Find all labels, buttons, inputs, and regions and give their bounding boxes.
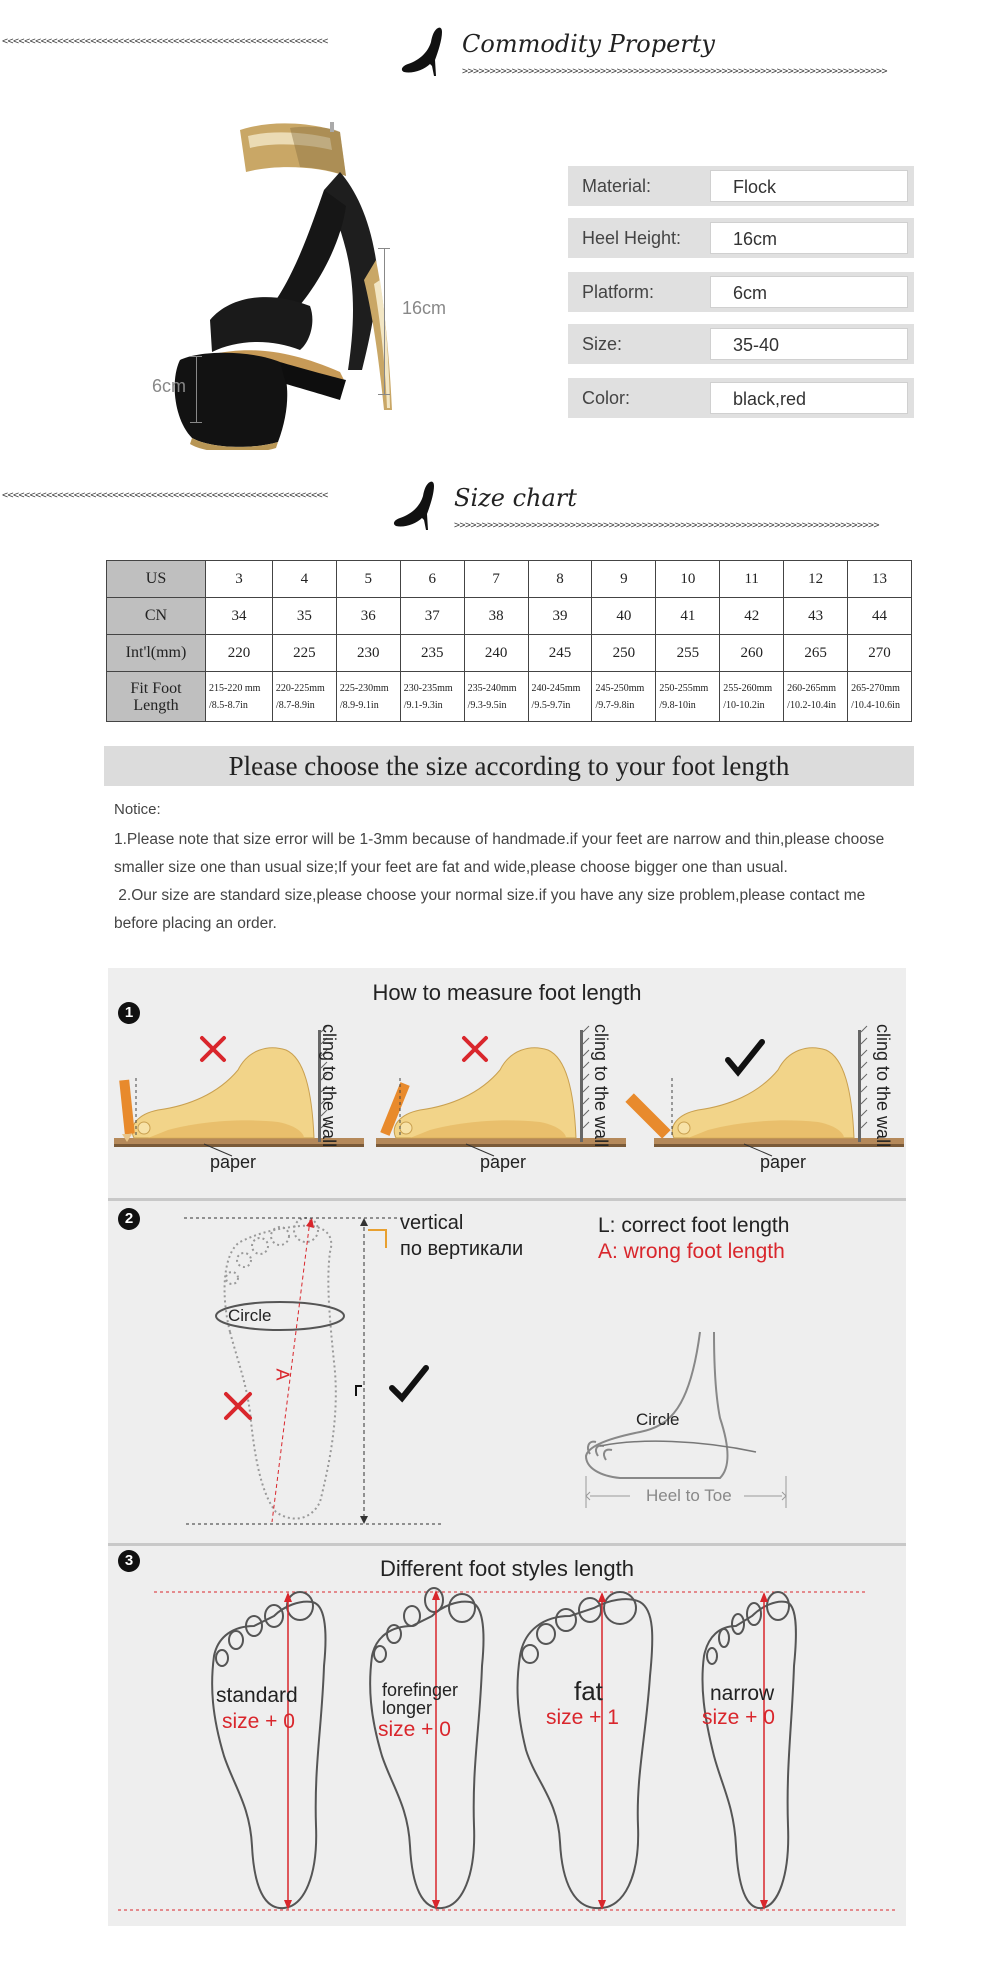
cn-size-cell: 38	[464, 598, 528, 635]
row-header-intl: Int'l(mm)	[107, 635, 206, 672]
us-size-cell: 12	[784, 561, 848, 598]
fit-length-cell	[272, 672, 336, 722]
measure-title: How to measure foot length	[372, 980, 642, 1005]
fit-in: /9.3-9.5in	[467, 699, 507, 711]
property-row-platform	[568, 272, 914, 312]
intl-size-cell: 250	[592, 635, 656, 672]
fit-in: /8.7-8.9in	[275, 699, 315, 711]
circle-label: Circle	[228, 1306, 272, 1325]
foot-styles-diagram	[108, 1586, 906, 1926]
fit-mm: 225-230mm	[339, 682, 389, 694]
chevron-divider-left: <<<<<<<<<<<<<<<<<<<<<<<<<<<<<<<<<<<<<<<<<<<<<<<<<<<<<<<<<<<	[2, 36, 328, 47]
notice-line: 1.Please note that size error will be 1-3mm because of handmade.if your feet are narrow and thin,please choose	[114, 831, 885, 848]
section-title-size-chart: Size chart	[454, 484, 577, 512]
fit-mm: 235-240mm	[467, 682, 517, 694]
property-value: 16cm	[710, 222, 908, 254]
row-header-line: Fit Foot	[130, 679, 182, 697]
foot-side-view-diagram	[580, 1328, 800, 1508]
cn-size-cell: 35	[272, 598, 336, 635]
step-badge-2: 2	[118, 1208, 140, 1230]
fit-length-cell	[206, 672, 273, 722]
intl-size-cell: 255	[656, 635, 720, 672]
fit-length-cell	[720, 672, 784, 722]
wall-label: cling to the wall	[591, 1024, 611, 1148]
cn-size-cell: 41	[656, 598, 720, 635]
us-size-cell: 3	[206, 561, 273, 598]
property-value: Flock	[710, 170, 908, 202]
wall-label: cling to the wall	[319, 1024, 339, 1148]
table-row-us	[107, 561, 912, 598]
foot-style-size: size + 0	[222, 1710, 295, 1733]
fit-length-cell	[848, 672, 912, 722]
notice-line: 2.Our size are standard size,please choose your normal size.if you have any size problem,please contact me	[114, 887, 866, 904]
paper-label: paper	[480, 1152, 527, 1172]
cn-size-cell: 37	[400, 598, 464, 635]
legend-wrong-length: A: wrong foot length	[598, 1240, 785, 1263]
cn-size-cell: 36	[336, 598, 400, 635]
chevron-divider-left: <<<<<<<<<<<<<<<<<<<<<<<<<<<<<<<<<<<<<<<<<<<<<<<<<<<<<<<<<<<	[2, 490, 328, 501]
fit-length-cell	[784, 672, 848, 722]
intl-size-cell: 230	[336, 635, 400, 672]
shoe-product-image	[140, 110, 460, 450]
us-size-cell: 10	[656, 561, 720, 598]
fit-length-cell	[464, 672, 528, 722]
fit-mm: 215-220 mm	[209, 682, 261, 694]
fit-in: /8.9-9.1in	[339, 699, 379, 711]
fit-mm: 230-235mm	[403, 682, 453, 694]
high-heel-icon	[398, 26, 446, 78]
intl-size-cell: 245	[528, 635, 592, 672]
cn-size-cell: 42	[720, 598, 784, 635]
foot-styles-title: Different foot styles length	[380, 1556, 634, 1581]
property-row-heel-height	[568, 218, 914, 258]
intl-size-cell: 240	[464, 635, 528, 672]
table-row-cn	[107, 598, 912, 635]
property-label: Size:	[582, 334, 623, 354]
intl-size-cell: 270	[848, 635, 912, 672]
us-size-cell: 13	[848, 561, 912, 598]
cn-size-cell: 40	[592, 598, 656, 635]
heel-dim-tick-bottom	[378, 394, 390, 395]
foot-style-name: narrow	[710, 1682, 775, 1705]
foot-forefinger-longer	[370, 1588, 483, 1910]
fit-in: /9.8-10in	[659, 699, 696, 711]
high-heel-icon	[390, 480, 438, 532]
foot-narrow	[702, 1592, 795, 1910]
chevron-divider-right: >>>>>>>>>>>>>>>>>>>>>>>>>>>>>>>>>>>>>>>>>>>>>>>>>>>>>>>>>>>>>>>>>>>>>>>>>>>>>	[462, 66, 888, 77]
property-label: Heel Height:	[582, 228, 682, 248]
fit-mm: 260-265mm	[787, 682, 837, 694]
cn-size-cell: 34	[206, 598, 273, 635]
side-circle-label: Circle	[636, 1410, 680, 1429]
paper-label: paper	[210, 1152, 257, 1172]
fit-mm: 265-270mm	[851, 682, 900, 694]
property-label: Color:	[582, 388, 631, 408]
foot-style-size: size + 0	[378, 1718, 451, 1741]
us-size-cell: 6	[400, 561, 464, 598]
us-size-cell: 4	[272, 561, 336, 598]
notice-line: before placing an order.	[114, 915, 277, 932]
fit-length-cell	[528, 672, 592, 722]
vertical-label-en: vertical	[400, 1212, 464, 1234]
intl-size-cell: 235	[400, 635, 464, 672]
foot-style-name: forefinger	[382, 1680, 459, 1700]
platform-height-label: 6cm	[152, 376, 187, 396]
table-row-fit-foot-length	[107, 672, 912, 722]
platform-dim-tick-top	[190, 356, 202, 357]
fit-mm: 255-260mm	[723, 682, 773, 694]
size-advice-banner: Please choose the size according to your foot length	[104, 746, 914, 786]
table-row-intl	[107, 635, 912, 672]
fit-in: /10-10.2in	[723, 699, 765, 711]
wrong-length-letter-a: A	[272, 1368, 293, 1381]
legend-correct-length: L: correct foot length	[598, 1214, 790, 1237]
fit-length-cell	[336, 672, 400, 722]
property-row-color	[568, 378, 914, 418]
heel-to-toe-label: Heel to Toe	[646, 1486, 732, 1505]
cn-size-cell: 39	[528, 598, 592, 635]
cn-size-cell: 43	[784, 598, 848, 635]
fit-mm: 240-245mm	[531, 682, 581, 694]
fit-length-cell	[656, 672, 720, 722]
fit-mm: 245-250mm	[595, 682, 645, 694]
fit-in: /8.5-8.7in	[209, 699, 248, 711]
us-size-cell: 7	[464, 561, 528, 598]
measure-scene-wrong-2	[376, 1026, 626, 1156]
heel-dim-tick-top	[378, 248, 390, 249]
step-badge-3: 3	[118, 1550, 140, 1572]
notice-heading: Notice:	[114, 801, 161, 818]
heel-height-dimension-line	[384, 248, 385, 394]
property-row-size	[568, 324, 914, 364]
property-value: 35-40	[710, 328, 908, 360]
fit-mm: 250-255mm	[659, 682, 709, 694]
row-header-us: US	[107, 561, 206, 598]
wall-label: cling to the wall	[873, 1024, 893, 1148]
fit-in: /10.2-10.4in	[787, 699, 837, 711]
fit-in: /9.7-9.8in	[595, 699, 635, 711]
intl-size-cell: 265	[784, 635, 848, 672]
intl-size-cell: 220	[206, 635, 273, 672]
row-header-fit-foot-length	[107, 672, 206, 722]
us-size-cell: 9	[592, 561, 656, 598]
foot-style-name: fat	[574, 1676, 603, 1706]
foot-style-size: size + 1	[546, 1706, 619, 1729]
fit-length-cell	[592, 672, 656, 722]
chevron-divider-right: >>>>>>>>>>>>>>>>>>>>>>>>>>>>>>>>>>>>>>>>>>>>>>>>>>>>>>>>>>>>>>>>>>>>>>>>>>>>>	[454, 520, 880, 531]
heel-height-label: 16cm	[402, 298, 447, 318]
foot-standard	[212, 1592, 325, 1910]
fit-mm: 220-225mm	[275, 682, 325, 694]
foot-style-name: standard	[216, 1684, 298, 1707]
section-title-commodity-property: Commodity Property	[462, 30, 715, 58]
intl-size-cell: 260	[720, 635, 784, 672]
notice-line: smaller size one than usual size;If your feet are fat and wide,please choose bigger one than usual.	[114, 859, 788, 876]
platform-height-dimension-line	[196, 356, 197, 422]
foot-style-size: size + 0	[702, 1706, 775, 1729]
property-value: 6cm	[710, 276, 908, 308]
fit-in: /10.4-10.6in	[851, 699, 900, 711]
intl-size-cell: 225	[272, 635, 336, 672]
property-row-material	[568, 166, 914, 206]
fit-in: /9.1-9.3in	[403, 699, 443, 711]
row-header-cn: CN	[107, 598, 206, 635]
property-value: black,red	[710, 382, 908, 414]
us-size-cell: 8	[528, 561, 592, 598]
vertical-label-ru: по вертикали	[400, 1238, 524, 1260]
platform-dim-tick-bottom	[190, 422, 202, 423]
foot-style-name-line2: longer	[382, 1698, 433, 1718]
foot-fat	[518, 1592, 653, 1910]
row-header-line: Length	[133, 696, 179, 714]
us-size-cell: 11	[720, 561, 784, 598]
fit-length-cell	[400, 672, 464, 722]
paper-label: paper	[760, 1152, 807, 1172]
step-badge-1: 1	[118, 1002, 140, 1024]
measure-scene-correct	[625, 1026, 904, 1156]
us-size-cell: 5	[336, 561, 400, 598]
size-chart-table	[106, 560, 912, 722]
property-label: Material:	[582, 176, 652, 196]
property-label: Platform:	[582, 282, 655, 302]
cn-size-cell: 44	[848, 598, 912, 635]
fit-in: /9.5-9.7in	[531, 699, 571, 711]
